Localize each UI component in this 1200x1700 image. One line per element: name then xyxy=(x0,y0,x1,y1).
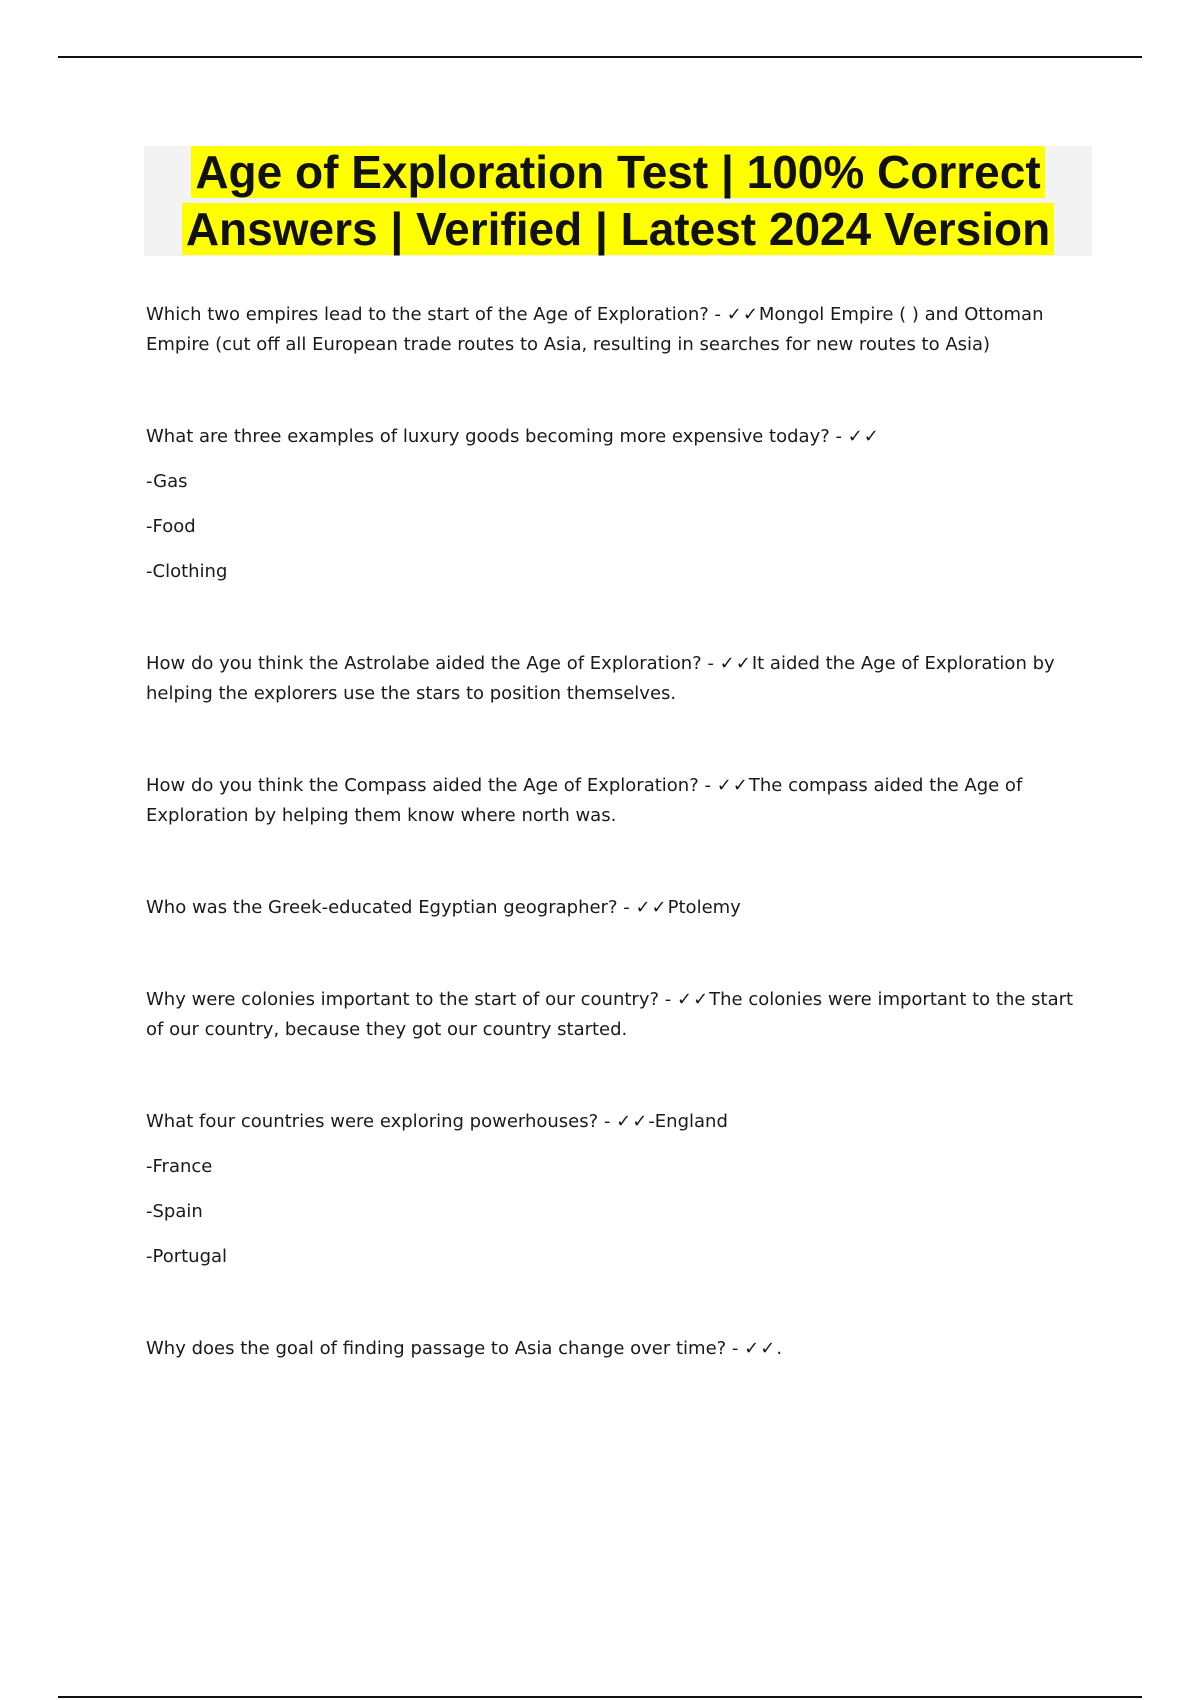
answer-text: -England xyxy=(648,1111,728,1132)
qa-paragraph xyxy=(146,1334,1086,1364)
qa-paragraph xyxy=(146,1107,1086,1137)
answer-text: Ptolemy xyxy=(667,897,741,918)
qa-block xyxy=(146,1107,1086,1272)
qa-block xyxy=(146,1334,1086,1364)
question-text: Which two empires lead to the start of the Age of Exploration? - xyxy=(146,304,727,325)
qa-block xyxy=(146,422,1086,587)
answer-text: The compass aided the Age of Exploration by helping them know where north was. xyxy=(146,775,1023,826)
answer-list-item: -Food xyxy=(146,516,196,537)
check-mark-icon: ✓✓ xyxy=(616,1111,649,1132)
qa-paragraph xyxy=(146,300,1086,360)
question-text: What are three examples of luxury goods becoming more expensive today? - xyxy=(146,426,848,447)
check-mark-icon: ✓✓ xyxy=(744,1338,777,1359)
qa-block xyxy=(146,985,1086,1045)
question-text: Why does the goal of finding passage to Asia change over time? - xyxy=(146,1338,745,1359)
header-rule xyxy=(58,56,1142,58)
check-mark-icon: ✓✓ xyxy=(847,426,880,447)
footer-rule xyxy=(58,1696,1142,1698)
qa-list xyxy=(146,300,1086,1364)
question-text: How do you think the Astrolabe aided the Age of Exploration? - xyxy=(146,653,720,674)
qa-paragraph xyxy=(146,771,1086,831)
answer-list-item: -Portugal xyxy=(146,1246,228,1267)
qa-block xyxy=(146,649,1086,709)
question-text: How do you think the Compass aided the Age of Exploration? - xyxy=(146,775,717,796)
qa-block xyxy=(146,771,1086,831)
title-highlight: Age of Exploration Test | 100% Correct Answers | Verified | Latest 2024 Version xyxy=(182,146,1054,255)
question-text: Who was the Greek-educated Egyptian geographer? - xyxy=(146,897,636,918)
question-text: Why were colonies important to the start of our country? - xyxy=(146,989,677,1010)
check-mark-icon: ✓✓ xyxy=(719,653,752,674)
answer-list-item: -Spain xyxy=(146,1201,203,1222)
answer-list-item: -Gas xyxy=(146,471,188,492)
qa-paragraph xyxy=(146,422,1086,452)
page-title xyxy=(144,144,1092,258)
answer-text: The colonies were important to the start of our country, because they got our country started. xyxy=(146,989,1074,1040)
qa-paragraph xyxy=(146,649,1086,709)
check-mark-icon: ✓✓ xyxy=(676,989,710,1010)
check-mark-icon: ✓✓ xyxy=(635,897,668,918)
qa-block xyxy=(146,300,1086,360)
answer-text: . xyxy=(776,1338,783,1359)
check-mark-icon: ✓✓ xyxy=(716,775,749,796)
answer-text: It aided the Age of Exploration by helping the explorers use the stars to position themselves. xyxy=(146,653,1055,704)
check-mark-icon: ✓✓ xyxy=(726,304,759,325)
qa-paragraph xyxy=(146,985,1086,1045)
answer-list-item: -Clothing xyxy=(146,561,228,582)
answer-text: Mongol Empire ( ) and Ottoman Empire (cut off all European trade routes to Asia, resulting in searches for new routes to Asia) xyxy=(146,304,1044,355)
qa-block xyxy=(146,893,1086,923)
qa-paragraph xyxy=(146,893,1086,923)
answer-list-item: -France xyxy=(146,1156,213,1177)
question-text: What four countries were exploring powerhouses? - xyxy=(146,1111,617,1132)
